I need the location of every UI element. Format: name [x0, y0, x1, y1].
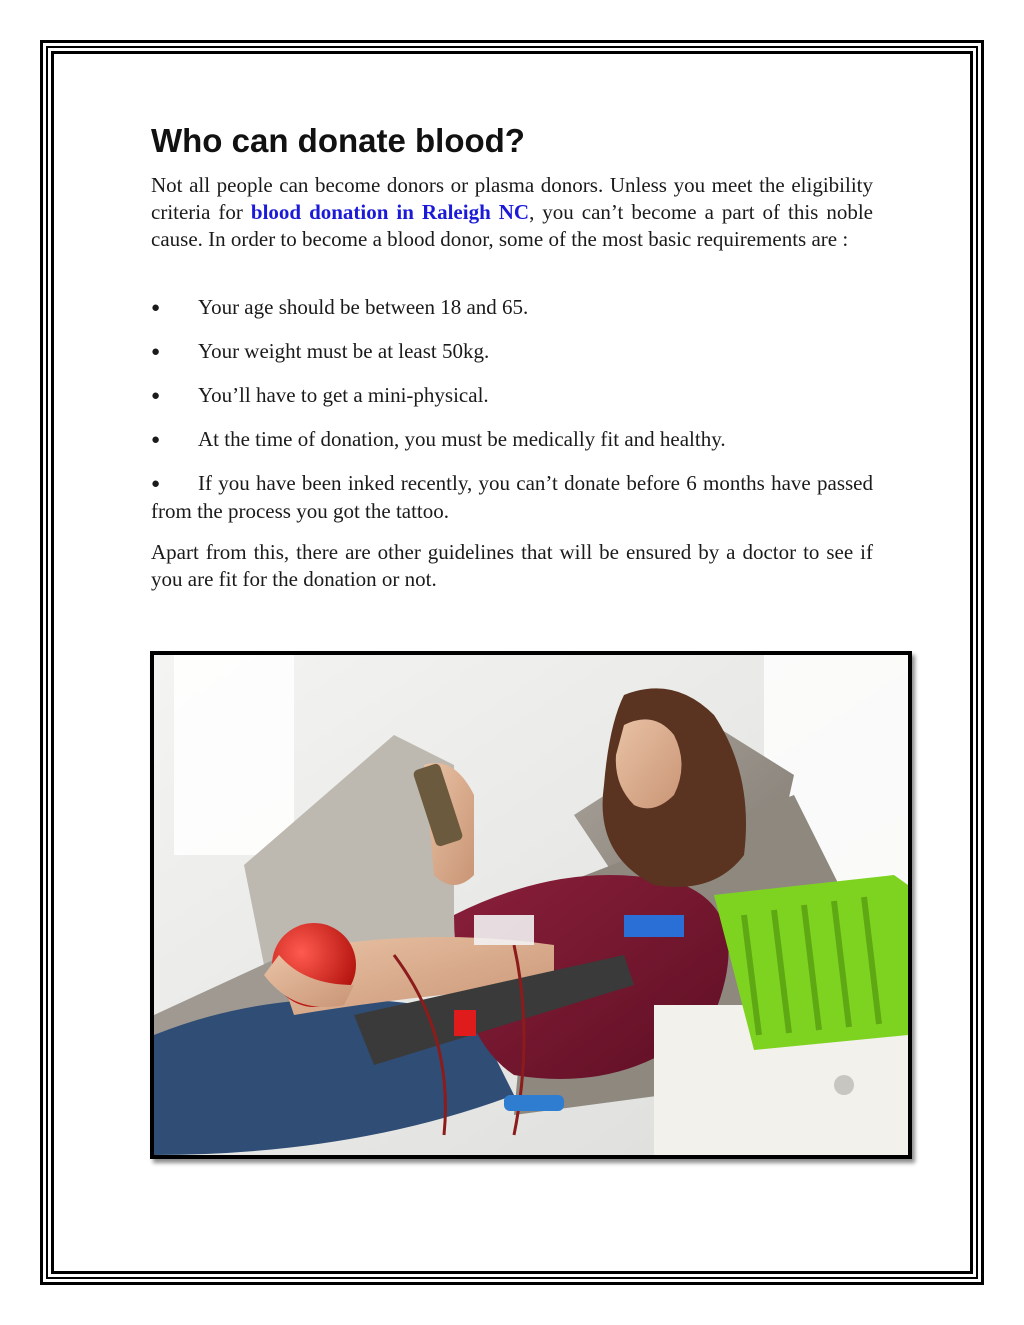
intro-text-end: , you can’t become a part of this noble cause. In order to become a blood donor, some of the most basic requirements are :: [151, 200, 873, 251]
bullet-icon: ●: [151, 432, 161, 448]
donor-illustration: [154, 655, 908, 1155]
list-item: [151, 338, 873, 366]
blood-donation-photo: [150, 651, 912, 1159]
list-item: [151, 294, 873, 322]
page-title: Who can donate blood?: [151, 122, 525, 159]
requirement-text: If you have been inked recently, you can’t donate before 6 months have passed from the process you got the tattoo.: [151, 471, 873, 523]
list-item: [151, 470, 873, 525]
closing-paragraph: Apart from this, there are other guidelines that will be ensured by a doctor to see if you are fit for the donation or not.: [151, 540, 873, 591]
cabinet-knob: [834, 1075, 854, 1095]
blue-clamp: [504, 1095, 564, 1111]
list-item: [151, 382, 873, 410]
requirement-text: Your weight must be at least 50kg.: [198, 339, 490, 363]
requirement-text: Your age should be between 18 and 65.: [198, 295, 529, 319]
bullet-icon: ●: [151, 476, 161, 492]
bullet-icon: ●: [151, 300, 161, 316]
intro-paragraph: [151, 172, 873, 253]
requirement-text: At the time of donation, you must be medically fit and healthy.: [198, 427, 726, 451]
article-body: [151, 112, 873, 593]
requirement-text: You’ll have to get a mini-physical.: [198, 383, 489, 407]
bullet-icon: ●: [151, 388, 161, 404]
intro-text-start: Not all people can become donors or plasma donors. Unless you meet the eligibility criteria for: [151, 173, 873, 224]
medical-tape: [474, 915, 534, 945]
blood-pressure-cuff: [624, 915, 684, 937]
blood-donation-link[interactable]: blood donation in Raleigh NC: [250, 200, 530, 224]
window-light: [174, 655, 294, 855]
list-item: [151, 426, 873, 454]
requirements-list: [151, 294, 873, 525]
bullet-icon: ●: [151, 344, 161, 360]
tube-clamp: [454, 1010, 476, 1036]
